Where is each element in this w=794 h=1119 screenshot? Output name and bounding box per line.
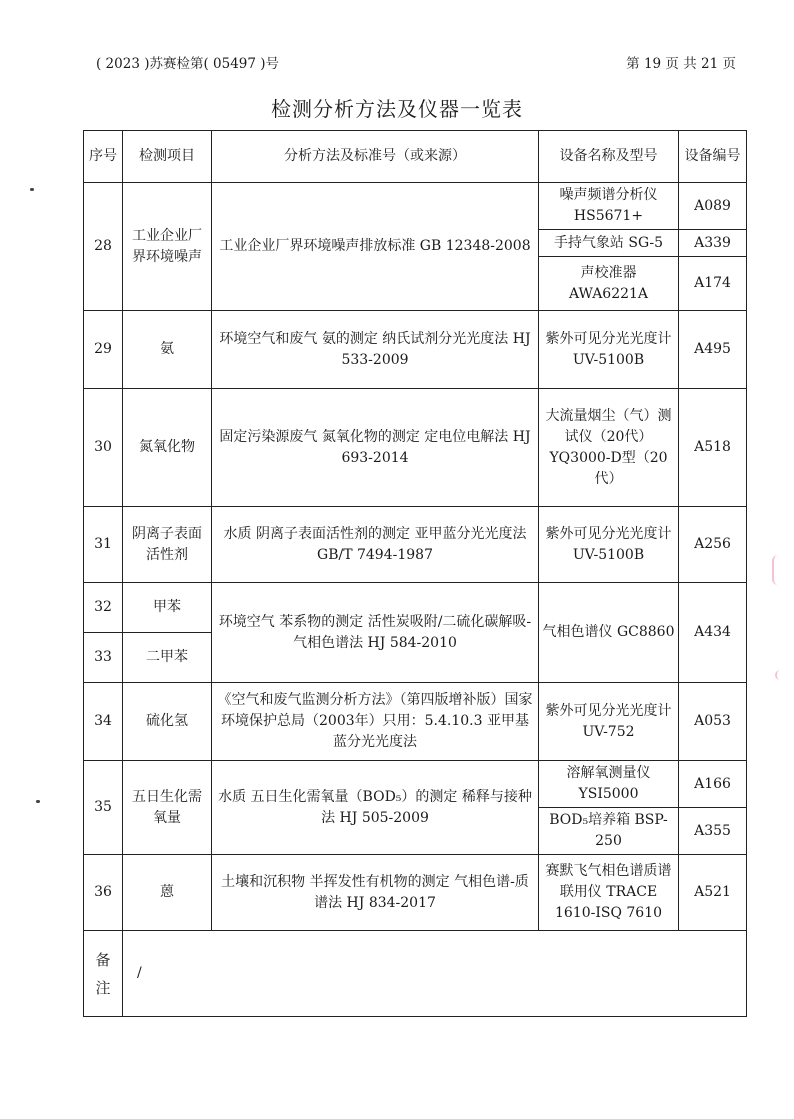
row-code: A256 — [679, 507, 747, 583]
row-equipment: 溶解氧测量仪 YSI5000 — [539, 761, 679, 808]
row-seq: 34 — [84, 683, 123, 761]
row-seq: 28 — [84, 183, 123, 311]
row-code: A434 — [679, 583, 747, 683]
page-title: 检测分析方法及仪器一览表 — [271, 97, 523, 121]
row-seq: 31 — [84, 507, 123, 583]
row-equipment: 紫外可见分光光度计 UV-5100B — [539, 507, 679, 583]
table-row — [84, 761, 747, 808]
table-row — [84, 855, 747, 931]
row-equipment: 手持气象站 SG-5 — [539, 230, 679, 257]
row-item: 蒽 — [123, 855, 212, 931]
table-row — [84, 507, 747, 583]
row-method: 环境空气和废气 氨的测定 纳氏试剂分光光度法 HJ 533-2009 — [212, 311, 539, 389]
row-equipment: 赛默飞气相色谱质谱联用仪 TRACE 1610-ISQ 7610 — [539, 855, 679, 931]
row-code: A166 — [679, 761, 747, 808]
row-code: A518 — [679, 389, 747, 507]
row-seq: 32 — [84, 583, 123, 633]
row-method: 《空气和废气监测分析方法》（第四版增补版）国家环境保护总局（2003年）只用：5.4.10.3 亚甲基蓝分光光度法 — [212, 683, 539, 761]
row-item: 氮氧化物 — [123, 389, 212, 507]
row-seq: 30 — [84, 389, 123, 507]
header-code: 设备编号 — [679, 131, 747, 183]
header-method: 分析方法及标准号（或来源） — [212, 131, 539, 183]
scan-speck — [30, 188, 34, 191]
row-method: 土壤和沉积物 半挥发性有机物的测定 气相色谱-质谱法 HJ 834-2017 — [212, 855, 539, 931]
row-item: 工业企业厂界环境噪声 — [123, 183, 212, 311]
row-code: A174 — [679, 257, 747, 311]
row-equipment: 噪声频谱分析仪 HS5671+ — [539, 183, 679, 230]
row-item: 五日生化需氧量 — [123, 761, 212, 855]
table-row — [84, 389, 747, 507]
row-code: A355 — [679, 808, 747, 855]
scan-speck — [36, 800, 40, 803]
row-seq: 33 — [84, 633, 123, 683]
row-equipment: 气相色谱仪 GC8860 — [539, 583, 679, 683]
seal-edge-mark — [775, 670, 785, 680]
note-label — [84, 931, 123, 1017]
row-code: A495 — [679, 311, 747, 389]
note-row — [84, 931, 747, 1017]
row-method: 工业企业厂界环境噪声排放标准 GB 12348-2008 — [212, 183, 539, 311]
row-item: 氨 — [123, 311, 212, 389]
header-seq: 序号 — [84, 131, 123, 183]
row-equipment: 紫外可见分光光度计 UV-752 — [539, 683, 679, 761]
header-equipment: 设备名称及型号 — [539, 131, 679, 183]
row-code: A089 — [679, 183, 747, 230]
row-seq: 29 — [84, 311, 123, 389]
row-method: 固定污染源废气 氮氧化物的测定 定电位电解法 HJ 693-2014 — [212, 389, 539, 507]
note-value: / — [123, 931, 747, 1017]
methods-table — [83, 130, 747, 1017]
row-method: 环境空气 苯系物的测定 活性炭吸附/二硫化碳解吸-气相色谱法 HJ 584-2010 — [212, 583, 539, 683]
header-item: 检测项目 — [123, 131, 212, 183]
table-header-row — [84, 131, 747, 183]
note-label-text: 备注 — [95, 950, 111, 997]
row-item: 甲苯 — [123, 583, 212, 633]
row-code: A339 — [679, 230, 747, 257]
table-row — [84, 311, 747, 389]
report-number: ( 2023 )苏赛检第( 05497 )号 — [96, 56, 280, 72]
row-seq: 35 — [84, 761, 123, 855]
row-equipment: 紫外可见分光光度计 UV-5100B — [539, 311, 679, 389]
row-equipment: 大流量烟尘（气）测试仪（20代）YQ3000-D型（20代） — [539, 389, 679, 507]
row-code: A521 — [679, 855, 747, 931]
row-method: 水质 五日生化需氧量（BOD₅）的测定 稀释与接种法 HJ 505-2009 — [212, 761, 539, 855]
row-method: 水质 阴离子表面活性剂的测定 亚甲蓝分光光度法 GB/T 7494-1987 — [212, 507, 539, 583]
row-item: 阴离子表面活性剂 — [123, 507, 212, 583]
row-item: 二甲苯 — [123, 633, 212, 683]
table-row — [84, 583, 747, 633]
table-row — [84, 683, 747, 761]
table-row — [84, 183, 747, 230]
row-equipment: BOD₅培养箱 BSP-250 — [539, 808, 679, 855]
seal-edge-mark — [772, 555, 786, 585]
page-number: 第 19 页 共 21 页 — [626, 56, 736, 72]
row-item: 硫化氢 — [123, 683, 212, 761]
row-equipment: 声校准器 AWA6221A — [539, 257, 679, 311]
row-seq: 36 — [84, 855, 123, 931]
row-code: A053 — [679, 683, 747, 761]
